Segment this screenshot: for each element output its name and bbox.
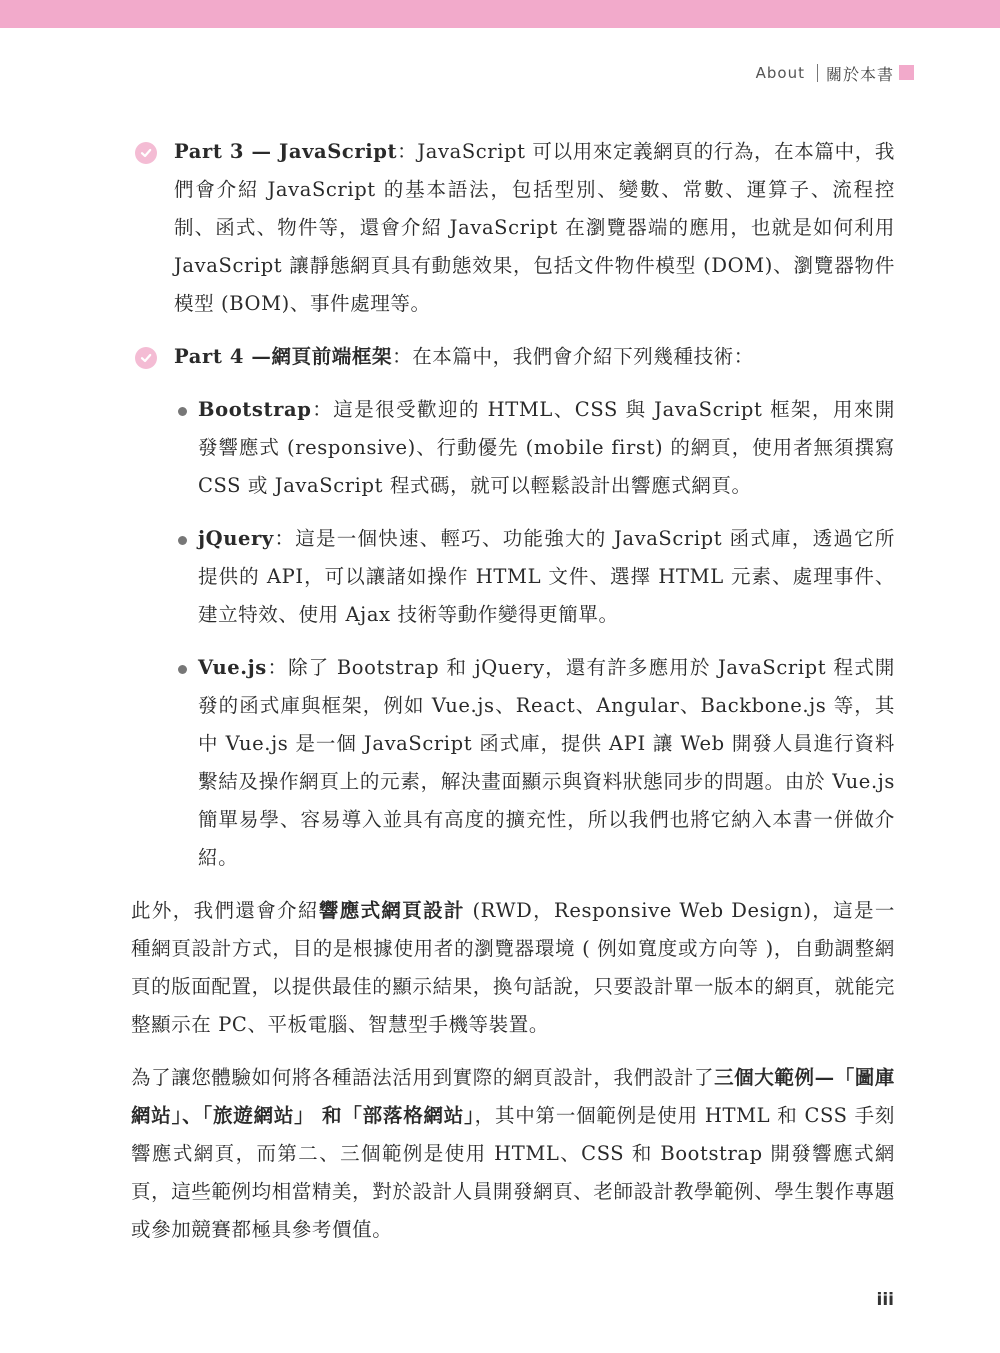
page-number: iii bbox=[876, 1290, 894, 1310]
examples-text-after: ，其中第一個範例是使用 HTML 和 CSS 手刻響應式網頁，而第二、三個範例是使用 HTML、CSS 和 Bootstrap 開發響應式網頁，這些範例均相當精美，對於設計人員開發網頁、老師設計教學範例、學生製作專題或參加競賽都極具參考價值。 bbox=[131, 1104, 895, 1241]
check-circle-icon bbox=[135, 347, 157, 369]
tech-item-bootstrap bbox=[198, 391, 895, 505]
rwd-paragraph bbox=[131, 892, 895, 1044]
rwd-text-before: 此外，我們還會介紹 bbox=[131, 899, 319, 922]
bullet-dot bbox=[178, 665, 187, 674]
part-3-item bbox=[131, 133, 895, 323]
part-4-text: ：在本篇中，我們會介紹下列幾種技術： bbox=[392, 345, 754, 368]
top-color-band bbox=[0, 0, 1000, 28]
tech-description: ：這是一個快速、輕巧、功能強大的 JavaScript 函式庫，透過它所提供的 API，可以讓諸如操作 HTML 文件、選擇 HTML 元素、處理事件、建立特效、使用 Ajax 技術等動作變得更簡單。 bbox=[198, 527, 895, 626]
bullet-dot bbox=[178, 536, 187, 545]
tech-name: jQuery bbox=[198, 527, 274, 550]
tech-description: ：這是很受歡迎的 HTML、CSS 與 JavaScript 框架，用來開發響應式 (responsive)、行動優先 (mobile first) 的網頁，使用者無須撰寫 CSS 或 JavaScript 程式碼，就可以輕鬆設計出響應式網頁。 bbox=[198, 398, 895, 497]
page-content bbox=[131, 133, 895, 1249]
part-4-title: Part 4 —網頁前端框架 bbox=[174, 345, 393, 368]
header-square-marker bbox=[899, 65, 914, 80]
tech-name: Bootstrap bbox=[198, 398, 312, 421]
part-3-text: ：JavaScript 可以用來定義網頁的行為，在本篇中，我們會介紹 JavaScript 的基本語法，包括型別、變數、常數、運算子、流程控制、函式、物件等，還會介紹 JavaScript 在瀏覽器端的應用，也就是如何利用 JavaScript 讓靜態網頁具有動態效果，包括文件物件模型 (DOM)、瀏覽器物件模型 (BOM)、事件處理等。 bbox=[174, 140, 895, 315]
running-header bbox=[756, 62, 894, 84]
chapter-title: 關於本書 bbox=[825, 64, 894, 84]
bullet-dot bbox=[178, 407, 187, 416]
tech-item-vuejs bbox=[198, 649, 895, 877]
tech-description: ：除了 Bootstrap 和 jQuery，還有許多應用於 JavaScript 程式開發的函式庫與框架，例如 Vue.js、React、Angular、Backbone.js 等，其中 Vue.js 是一個 JavaScript 函式庫，提供 API 讓 Web 開發人員進行資料繫結及操作網頁上的元素，解決畫面顯示與資料狀態同步的問題。由於 Vue.js 簡單易學、容易導入並具有高度的擴充性，所以我們也將它納入本書一併做介紹。 bbox=[198, 656, 895, 869]
part-3-title: Part 3 — JavaScript bbox=[174, 140, 398, 163]
check-circle-icon bbox=[135, 142, 157, 164]
examples-bold-term: 三個大範例—「圖庫網站」、「旅遊網站」 和「部落格網站」 bbox=[131, 1066, 896, 1127]
section-label: About bbox=[755, 64, 805, 82]
tech-name: Vue.js bbox=[198, 656, 267, 679]
header-divider bbox=[817, 64, 818, 82]
examples-text-before: 為了讓您體驗如何將各種語法活用到實際的網頁設計，我們設計了 bbox=[131, 1066, 715, 1089]
part-4-item bbox=[131, 338, 895, 376]
tech-item-jquery bbox=[198, 520, 895, 634]
rwd-text-after: (RWD，Responsive Web Design)，這是一種網頁設計方式，目的是根據使用者的瀏覽器環境 ( 例如寬度或方向等 )，自動調整網頁的版面配置，以提供最佳的顯示結果，換句話說，只要設計單一版本的網頁，就能完整顯示在 PC、平板電腦、智慧型手機等裝置。 bbox=[131, 899, 896, 1036]
examples-paragraph bbox=[131, 1059, 895, 1249]
rwd-bold-term: 響應式網頁設計 bbox=[318, 899, 465, 922]
